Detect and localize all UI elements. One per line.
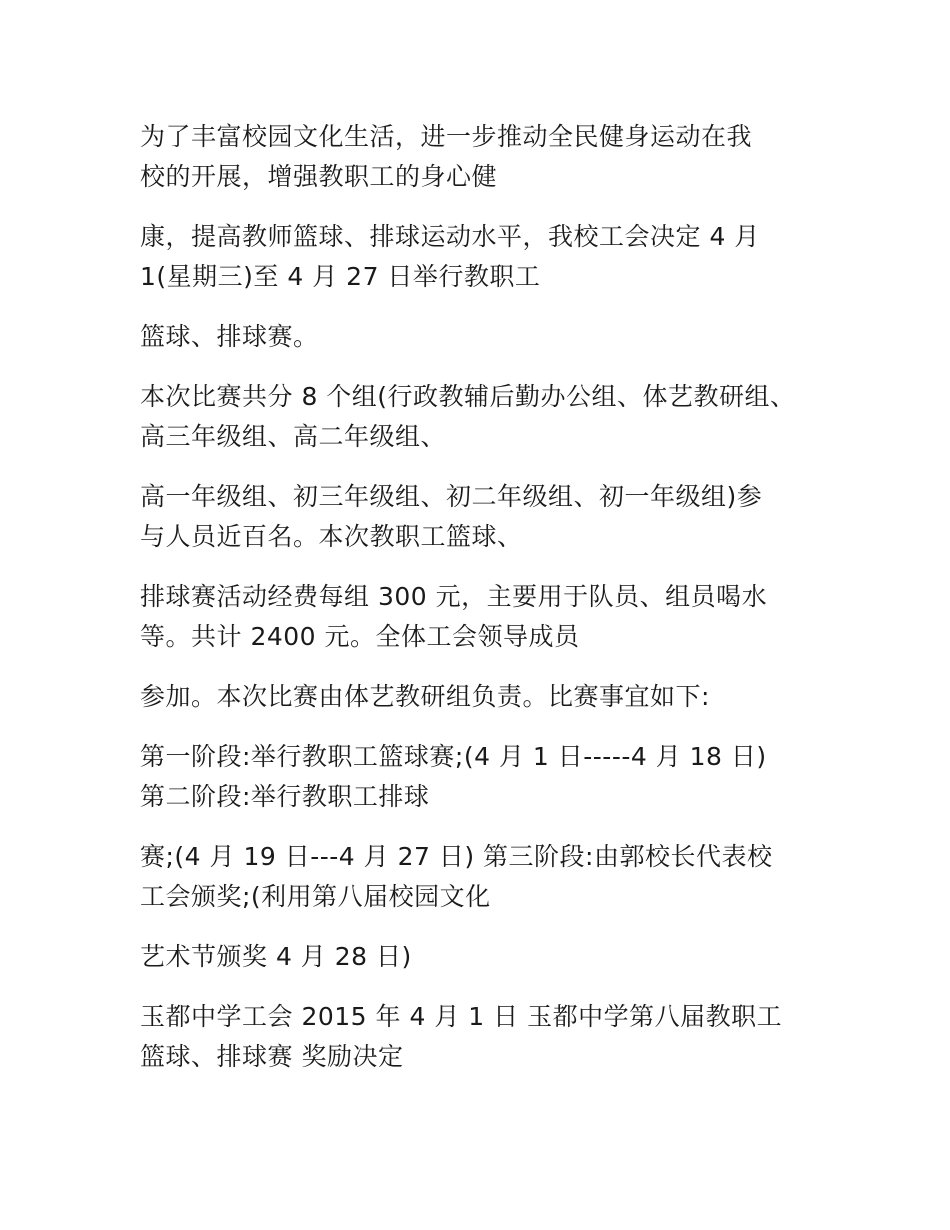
text-line: 排球赛活动经费每组 300 元，主要用于队员、组员喝水 — [140, 582, 768, 611]
text-line: 本次比赛共分 8 个组(行政教辅后勤办公组、体艺教研组、 — [140, 382, 796, 411]
text-line: 第二阶段:举行教职工排球 — [140, 782, 430, 811]
paragraph-organizer — [140, 677, 830, 717]
paragraph-stage-three — [140, 837, 830, 917]
paragraph-stages — [140, 737, 830, 817]
text-line: 艺术节颁奖 4 月 28 日) — [140, 942, 412, 971]
text-line: 校的开展，增强教职工的身心健 — [140, 162, 498, 191]
paragraph-groups — [140, 377, 830, 457]
paragraph-decision — [140, 217, 830, 297]
paragraph-budget — [140, 577, 830, 657]
paragraph-signature — [140, 997, 830, 1077]
text-line: 与人员近百名。本次教职工篮球、 — [140, 522, 523, 551]
text-line: 工会颁奖;(利用第八届校园文化 — [140, 882, 491, 911]
paragraph-intro — [140, 117, 830, 197]
text-line: 篮球、排球赛 奖励决定 — [140, 1042, 404, 1071]
text-line: 为了丰富校园文化生活，进一步推动全民健身运动在我 — [140, 122, 753, 151]
text-line: 高三年级组、高二年级组、 — [140, 422, 447, 451]
text-line: 高一年级组、初三年级组、初二年级组、初一年级组)参 — [140, 482, 763, 511]
text-line: 玉都中学工会 2015 年 4 月 1 日 玉都中学第八届教职工 — [140, 1002, 783, 1031]
text-line: 篮球、排球赛。 — [140, 322, 319, 351]
text-line: 康，提高教师篮球、排球运动水平，我校工会决定 4 月 — [140, 222, 760, 251]
text-line: 赛;(4 月 19 日---4 月 27 日) 第三阶段:由郭校长代表校 — [140, 842, 773, 871]
text-line: 第一阶段:举行教职工篮球赛;(4 月 1 日-----4 月 18 日) — [140, 742, 767, 771]
text-line: 等。共计 2400 元。全体工会领导成员 — [140, 622, 580, 651]
paragraph-award-date — [140, 937, 830, 977]
text-line: 参加。本次比赛由体艺教研组负责。比赛事宜如下: — [140, 682, 710, 711]
paragraph-event-name — [140, 317, 830, 357]
text-line: 1(星期三)至 4 月 27 日举行教职工 — [140, 262, 541, 291]
paragraph-participants — [140, 477, 830, 557]
